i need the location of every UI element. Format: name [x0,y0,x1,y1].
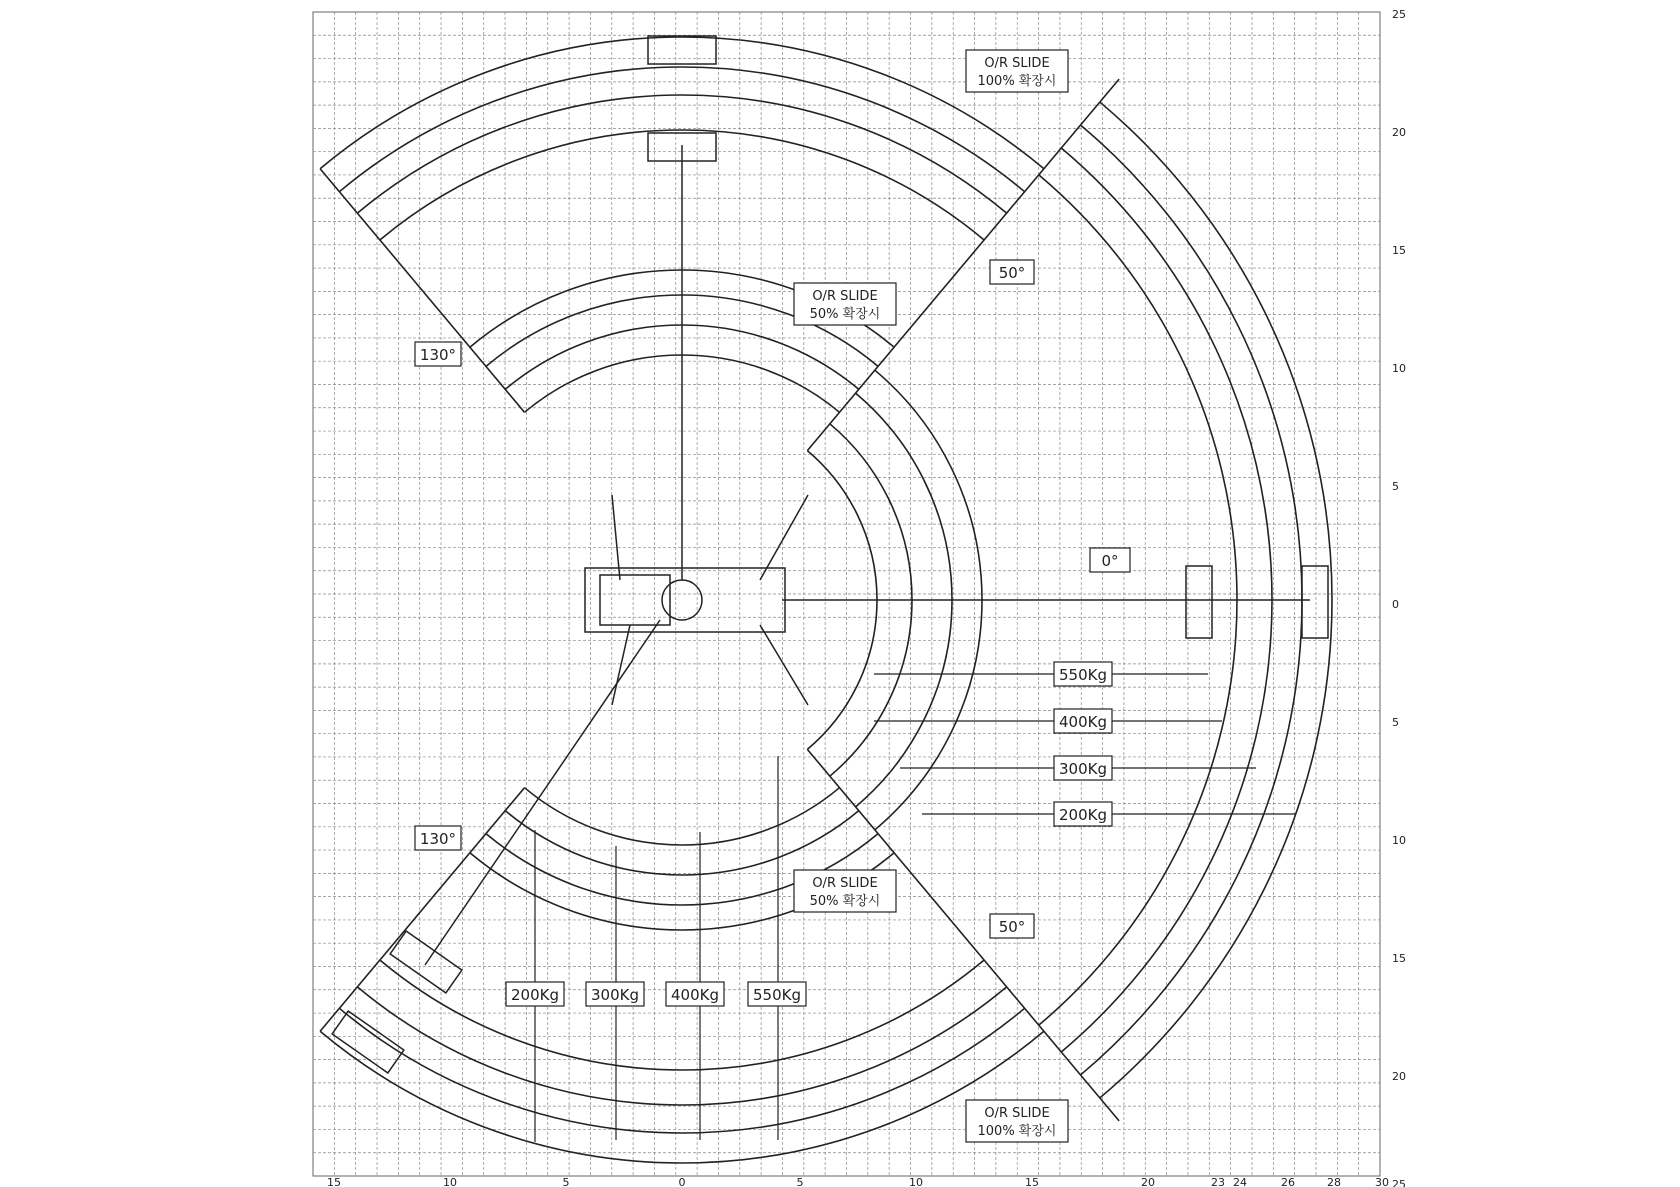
y-tick-label: 0 [1392,598,1399,611]
note-bottom [966,1100,1068,1142]
load-label-200-right [1054,802,1112,826]
load-label-550-right [1054,662,1112,686]
svg-text:50% 확장시: 50% 확장시 [809,894,881,909]
x-tick-label: 15 [327,1176,341,1187]
angle-label-130-upper [415,342,461,366]
x-tick-label: 23 [1211,1176,1225,1187]
svg-text:50°: 50° [998,264,1026,282]
arc-lower-half [525,788,840,845]
y-tick-label: 5 [1392,716,1399,729]
y-tick-label: 15 [1392,952,1406,965]
y-tick-label: 15 [1392,244,1406,257]
svg-text:100% 확장시: 100% 확장시 [977,1124,1057,1139]
hook-block [1186,566,1212,638]
outrigger [760,625,808,705]
svg-text:O/R SLIDE: O/R SLIDE [812,289,878,304]
svg-text:O/R SLIDE: O/R SLIDE [984,56,1050,71]
arc-lower-half [505,811,859,875]
grid [313,12,1380,1176]
load-label-300-bottom [586,982,644,1006]
load-label-300-right [1054,756,1112,780]
x-tick-label: 10 [443,1176,457,1187]
outrigger [612,625,630,705]
y-tick-label: 5 [1392,480,1399,493]
y-tick-label: 25 [1392,8,1406,21]
x-tick-label: 20 [1141,1176,1155,1187]
sector-boundary [320,169,524,413]
boom-lower [425,620,660,965]
angle-label-50-lower [990,914,1034,938]
x-tick-label: 28 [1327,1176,1341,1187]
x-tick-label: 24 [1233,1176,1247,1187]
x-tick-label: 15 [1025,1176,1039,1187]
svg-text:50°: 50° [998,918,1026,936]
svg-text:130°: 130° [419,830,457,848]
y-tick-label: 10 [1392,834,1406,847]
hook-block [1302,566,1328,638]
note-top [966,50,1068,92]
hook-block [648,36,716,64]
y-tick-label: 20 [1392,1070,1406,1083]
y-tick-label: 25 [1392,1178,1406,1187]
load-label-400-bottom [666,982,724,1006]
load-label-200-bottom [506,982,564,1006]
load-leader-lines [535,674,1296,1142]
x-tick-label: 5 [562,1176,570,1187]
angle-label-130-lower [415,826,461,850]
note-mid-upper [794,283,896,325]
crane-chassis [585,568,785,632]
angle-label-0 [1090,548,1130,572]
sector-boundary [807,79,1119,451]
arc-lower-full [380,960,984,1070]
svg-text:100% 확장시: 100% 확장시 [977,74,1057,89]
svg-text:130°: 130° [419,346,457,364]
hook-block [332,1011,404,1073]
load-label-550-bottom [748,982,806,1006]
axis-tick-labels [327,8,1406,1187]
svg-text:0°: 0° [1101,552,1119,570]
svg-text:O/R SLIDE: O/R SLIDE [984,1106,1050,1121]
arc-lower-full [320,1031,1044,1163]
svg-text:300Kg: 300Kg [591,986,639,1004]
load-label-400-right [1054,709,1112,733]
svg-text:200Kg: 200Kg [511,986,559,1004]
x-tick-label: 26 [1281,1176,1295,1187]
svg-text:400Kg: 400Kg [671,986,719,1004]
y-tick-label: 10 [1392,362,1406,375]
y-tick-label: 20 [1392,126,1406,139]
x-tick-label: 0 [678,1176,686,1187]
x-tick-label: 5 [796,1176,804,1187]
hook-block [390,931,462,993]
svg-text:400Kg: 400Kg [1059,713,1107,731]
svg-text:200Kg: 200Kg [1059,806,1107,824]
x-tick-label: 30 [1375,1176,1389,1187]
svg-text:300Kg: 300Kg [1059,760,1107,778]
svg-text:50% 확장시: 50% 확장시 [809,307,881,322]
svg-text:550Kg: 550Kg [1059,666,1107,684]
svg-text:O/R SLIDE: O/R SLIDE [812,876,878,891]
note-mid-lower [794,870,896,912]
svg-text:550Kg: 550Kg [753,986,801,1004]
sector-boundary [320,788,524,1032]
x-tick-label: 10 [909,1176,923,1187]
crane-turret [662,580,702,620]
angle-label-50-upper [990,260,1034,284]
